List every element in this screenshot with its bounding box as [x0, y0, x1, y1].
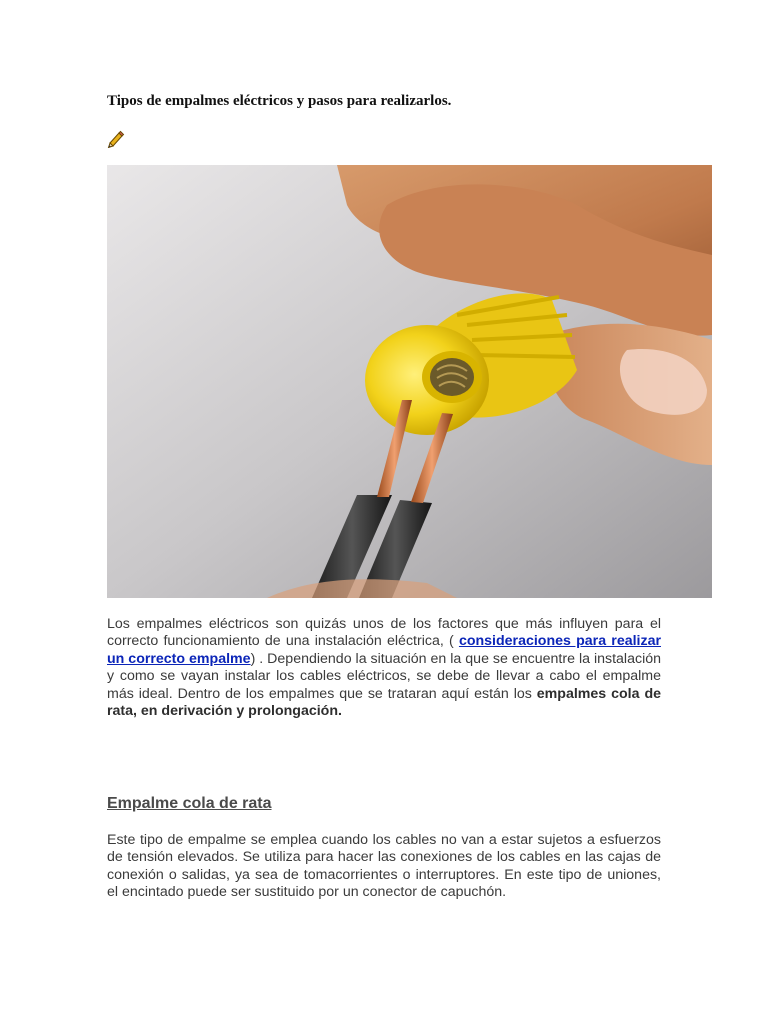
wire-connector-photo [107, 165, 712, 598]
pencil-icon[interactable] [107, 130, 125, 148]
intro-bold-text: empalmes cola de rata, en derivación y prolongación. [107, 685, 661, 720]
section-heading: Empalme cola de rata [107, 795, 272, 812]
intro-text-middle: ) . Dependiendo la situación en la que se encuentre la instalación y como se vayan instalar los cables eléctricos, se debe de llevar a cabo el empalme más ideal. Dentro de los empalmes que se trataran aquí están los [107, 650, 662, 702]
section-paragraph: Este tipo de empalme se emplea cuando los cables no van a estar sujetos a esfuerzos de tensión elevados. Se utiliza para hacer las conexiones de los cables en las cajas de conexión o salidas, ya sea de tomacorrientes o interruptores. En este tipo de uniones, el encintado puede ser sustituido por un conector de capuchón. [107, 832, 661, 901]
document-title: Tipos de empalmes eléctricos y pasos para realizarlos. [107, 93, 452, 109]
considerations-link[interactable]: consideraciones para realizar un correcto empalme [107, 633, 661, 667]
intro-text-start: Los empalmes eléctricos son quizás unos de los factores que más influyen para el correcto funcionamiento de una instalación eléctrica, ( [107, 616, 661, 650]
intro-paragraph [107, 616, 661, 720]
